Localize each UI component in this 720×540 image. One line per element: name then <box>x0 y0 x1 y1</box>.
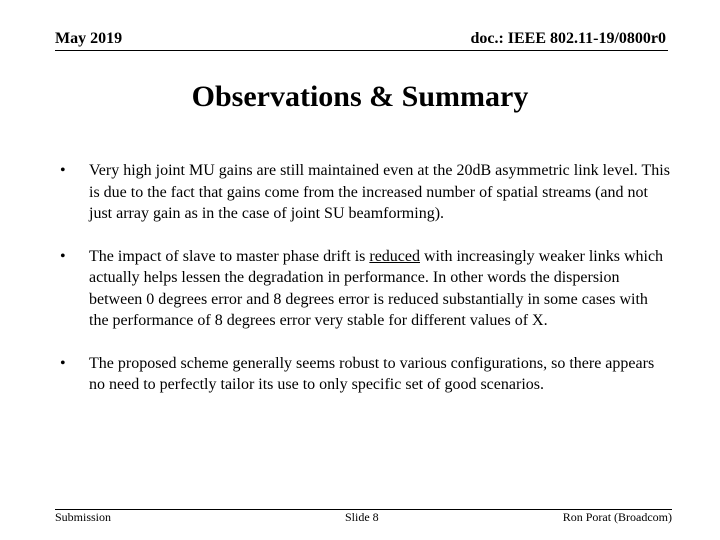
bullet-text: The proposed scheme generally seems robust to various configurations, so there appears no need to perfectly tailor its use to only specific set of good scenarios. <box>89 354 655 393</box>
bullet-text-end: with increasingly weaker links which actually helps lessen the degradation in performance. In other words the dispersion between 0 degrees error and 8 degrees error is reduced substantially in some cases with the performance of 8 degrees error very stable for different values of X. <box>89 247 664 329</box>
bullet-text-underlined: reduced <box>369 247 420 265</box>
bullet-text: Very high joint MU gains are still maintained even at the 20dB asymmetric link level. This is due to the fact that gains come from the increased number of spatial streams (and not just array gain as in the case of joint SU beamforming). <box>89 162 670 222</box>
header-rule <box>55 50 668 51</box>
bullet-marker: • <box>60 162 66 179</box>
bullet-list <box>60 160 670 417</box>
bullet-item <box>60 353 670 396</box>
bullet-marker: • <box>60 247 66 265</box>
footer-submission: Submission <box>55 510 112 524</box>
header-date: May 2019 <box>55 30 123 47</box>
bullet-marker: • <box>60 354 66 372</box>
footer-author: Ron Porat (Broadcom) <box>562 510 672 524</box>
header-doc-id: doc.: IEEE 802.11-19/0800r0 <box>470 30 666 47</box>
bullet-item <box>60 246 670 332</box>
slide-title: Observations & Summary <box>191 80 529 113</box>
bullet-text-start: The impact of slave to master phase drift is <box>89 247 370 265</box>
bullet-item <box>60 160 670 225</box>
footer-slide-number: Slide 8 <box>345 510 379 524</box>
